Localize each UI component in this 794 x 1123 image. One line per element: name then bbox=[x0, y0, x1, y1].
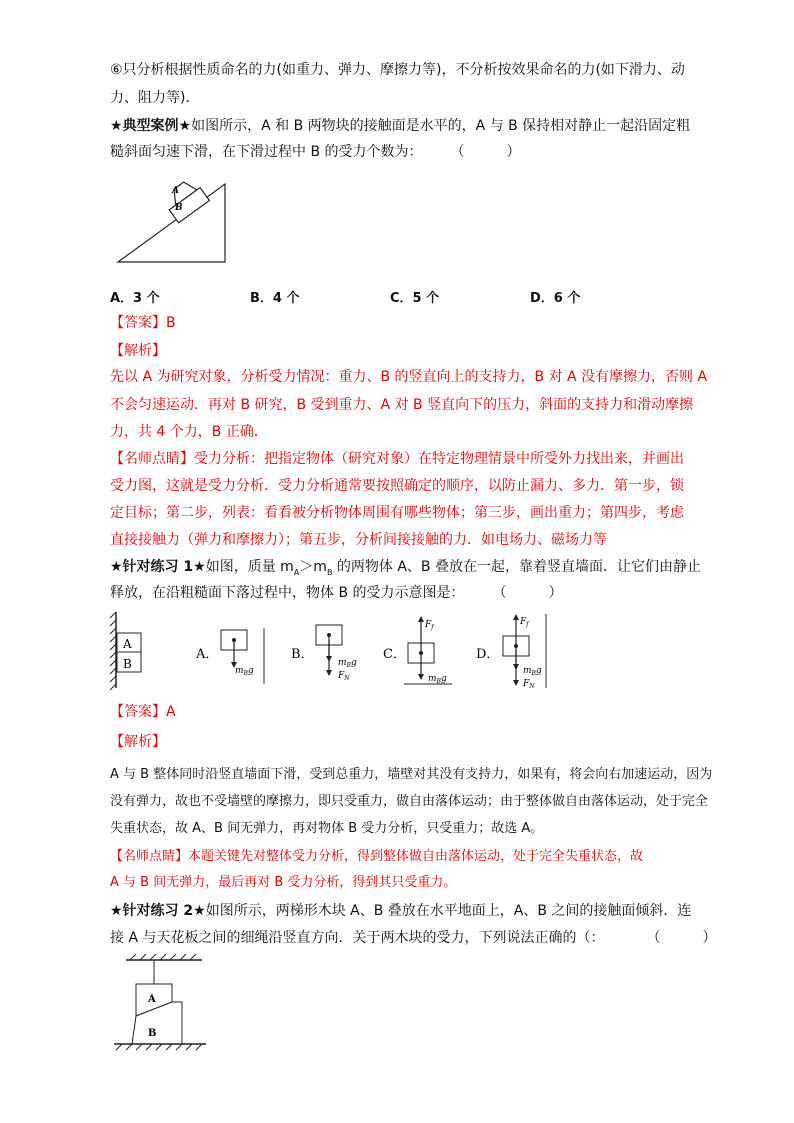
wall-label-b: B bbox=[123, 657, 132, 671]
ex1-answer: 【答案】A bbox=[110, 704, 176, 720]
ex1-greater-than: ＞ bbox=[299, 559, 314, 575]
case-question-line-2: 糙斜面匀速下滑，在下滑过程中 B 的受力个数为： （ ） bbox=[110, 144, 521, 160]
ex1-mass-a: m bbox=[280, 559, 294, 575]
ex1-analysis-label: 【解析】 bbox=[110, 734, 166, 750]
ex1-figures bbox=[108, 610, 548, 692]
case-option-c: C．5 个 bbox=[390, 291, 440, 306]
case-label: ★典型案例★ bbox=[110, 118, 192, 134]
ex2-question-line-2: 接 A 与天花板之间的细绳沿竖直方向．关于两木块的受力，下列说法正确的（： （ ） bbox=[110, 930, 717, 946]
intro-line-1: ⑥只分析根据性质命名的力(如重力、弹力、摩擦力等)，不分析按效果命名的力(如下滑力、动 bbox=[110, 62, 685, 78]
ex1-text-1a: 如图，质量 bbox=[205, 559, 281, 575]
ex1-text-1b: 的两物体 A、B 叠放在一起，靠着竖直墙面．让它们由静止 bbox=[332, 559, 701, 575]
case-option-a: A．3 个 bbox=[110, 291, 160, 306]
ex1-analysis-line-1: A 与 B 整体同时沿竖直墙面下滑，受到总重力，墙壁对其没有支持力，如果有，将会向右加速运动，因为 bbox=[110, 767, 713, 782]
svg-text:FN: $F_N$ bbox=[523, 679, 535, 690]
svg-text:mBg: $m_Bg$ bbox=[235, 666, 254, 677]
ex1-label: ★针对练习 1★ bbox=[110, 559, 206, 575]
ex1-mass-b-sub: B bbox=[326, 567, 333, 577]
ex2-figure bbox=[110, 956, 210, 1052]
ex1-option-a-label: A． bbox=[196, 647, 219, 662]
ex1-mass-b: m bbox=[313, 559, 327, 575]
svg-text:Ff: $F_f$ bbox=[520, 617, 529, 628]
svg-text:mBg: $m_Bg$ bbox=[523, 666, 542, 677]
case-analysis-line-1: 先以 A 为研究对象，分析受力情况：重力、B 的竖直向上的支持力，B 对 A 没有摩擦力，否则 A bbox=[110, 369, 708, 385]
ex1-option-b-diagram bbox=[316, 625, 357, 682]
ex1-option-d-label: D． bbox=[476, 647, 500, 662]
case-analysis-line-2: 不会匀速运动．再对 B 研究，B 受到重力、A 对 B 竖直向下的压力，斜面的支持力和滑动摩擦 bbox=[110, 397, 694, 413]
ex2-text-1: 如图所示，两梯形木块 A、B 叠放在水平地面上，A、B 之间的接触面倾斜．连 bbox=[205, 903, 692, 919]
case-tip-line-1: 【名师点睛】受力分析：把指定物体（研究对象）在特定物理情景中所受外力找出来，并画出 bbox=[110, 451, 684, 467]
case-text-1: 如图所示，A 和 B 两物块的接触面是水平的，A 与 B 保持相对静止一起沿固定粗 bbox=[191, 118, 691, 134]
block-b-label: B bbox=[175, 203, 183, 213]
ex1-option-c-diagram bbox=[404, 616, 452, 685]
ex2-question-line-1 bbox=[110, 901, 691, 921]
case-tip-line-2: 受力图，这就是受力分析．受力分析通常要按照确定的顺序，以防止漏力、多力．第一步，锁 bbox=[110, 478, 684, 494]
case-option-b: B．4 个 bbox=[250, 291, 300, 306]
svg-text:mBg: $m_Bg$ bbox=[338, 658, 357, 669]
case-tip-line-4: 直接接触力（弹力和摩擦力）；第五步，分析间接接触的力．如电场力、磁场力等 bbox=[110, 532, 607, 548]
case-tip-line-3: 定目标；第二步，列表：看看被分析物体周围有哪些物体；第三步，画出重力；第四步，考虑 bbox=[110, 505, 684, 521]
svg-text:mBg: $m_Bg$ bbox=[428, 674, 447, 685]
ex1-option-c-label: C． bbox=[383, 647, 406, 662]
svg-text:FN: $F_N$ bbox=[338, 671, 350, 682]
case-analysis-line-3: 力，共 4 个力，B 正确． bbox=[110, 424, 268, 440]
ex1-analysis-line-3: 失重状态，故 A、B 间无弹力，再对物体 B 受力分析，只受重力；故选 A。 bbox=[110, 821, 544, 836]
ex1-option-d-diagram bbox=[503, 614, 546, 690]
svg-text:Ff: $F_f$ bbox=[425, 620, 434, 631]
intro-line-2: 力、阻力等)． bbox=[110, 90, 200, 106]
case-answer: 【答案】B bbox=[110, 315, 176, 331]
case-analysis-label: 【解析】 bbox=[110, 343, 166, 359]
ex1-analysis-line-2: 没有弹力，故也不受墙壁的摩擦力，即只受重力，做自由落体运动；由于整体做自由落体运动，处于完全 bbox=[110, 794, 709, 809]
case-option-d: D．6 个 bbox=[530, 291, 581, 306]
case-question-line-1 bbox=[110, 116, 690, 136]
wall-label-a: A bbox=[123, 637, 132, 651]
ex1-question-line-2: 释放，在沿粗糙面下落过程中，物体 B 的受力示意图是： （ ） bbox=[110, 585, 563, 601]
block-b-label: B bbox=[148, 1028, 157, 1039]
block-a-label: A bbox=[172, 186, 179, 196]
ex1-tip-line-2: A 与 B 间无弹力，最后再对 B 受力分析，得到其只受重力。 bbox=[110, 875, 457, 890]
ex1-question-line-1 bbox=[110, 557, 701, 583]
block-a-label: A bbox=[148, 994, 156, 1005]
wall-figure bbox=[110, 612, 141, 690]
ex2-label: ★针对练习 2★ bbox=[110, 903, 206, 919]
ex1-tip-line-1: 【名师点睛】本题关键先对整体受力分析，得到整体做自由落体运动，处于完全失重状态，故 bbox=[110, 849, 644, 864]
incline-figure bbox=[110, 180, 230, 270]
ex1-mass-a-sub: A bbox=[293, 567, 300, 577]
ex1-option-b-label: B． bbox=[291, 647, 314, 662]
ex1-option-a-diagram bbox=[221, 628, 264, 684]
